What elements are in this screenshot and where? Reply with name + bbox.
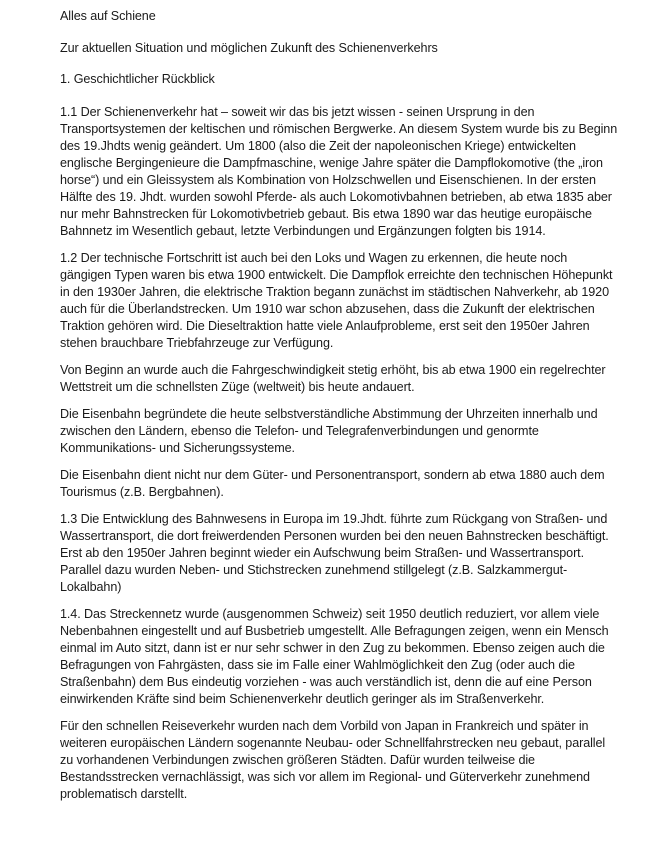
paragraph-time-sync: Die Eisenbahn begründete die heute selbstverständliche Abstimmung der Uhrzeiten innerhalb und zwischen den Ländern, ebenso die Telefon- und Telegrafenverbindungen und genormte Kommunikations- und Sicherungssysteme. — [60, 407, 598, 455]
paragraph-high-speed: Für den schnellen Reiseverkehr wurden nach dem Vorbild von Japan in Frankreich und später in weiteren europäischen Ländern sogenannte Neubau- oder Schnellfahrstrecken neu gebaut, parallel zu vorhandenen Verbindungen zwischen größeren Städten. Dafür wurden teilweise die Bestandsstrecken vernachlässigt, was sich vor allem im Regional- und Güterverkehr zunehmend problematisch darstellt. — [60, 719, 606, 801]
section-heading: 1. Geschichtlicher Rückblick — [60, 72, 215, 86]
document-subtitle: Zur aktuellen Situation und möglichen Zukunft des Schienenverkehrs — [60, 41, 438, 55]
paragraph-1-3: 1.3 Die Entwicklung des Bahnwesens in Europa im 19.Jhdt. führte zum Rückgang von Straßen- und Wassertransport, die dort freiwerdenden Personen wurden bei den neuen Bahnstrecken beschäftigt. Erst ab den 1950er Jahren beginnt wieder ein Aufschwung beim Straßen- und Wassertransport. Parallel dazu wurden Neben- und Stichstrecken zunehmend stillgelegt (z.B. Salzkammergut-Lokalbahn) — [60, 512, 609, 594]
paragraph-1-2: 1.2 Der technische Fortschritt ist auch bei den Loks und Wagen zu erkennen, die heute noch gängigen Typen waren bis etwa 1900 entwickelt. Die Dampflok erreichte den technischen Höhepunkt in den 1930er Jahren, die elektrische Traktion begann zunächst im städtischen Nahverkehr, ab 1920 auch für die Überlandstrecken. Um 1910 war schon abzusehen, dass die Zukunft der elektrischen Traktion gehören wird. Die Dieseltraktion hatte viele Anlaufprobleme, erst seit den 1950er Jahren stehen brauchbare Triebfahrzeuge zur Verfügung. — [60, 251, 613, 350]
paragraph-1-4: 1.4. Das Streckennetz wurde (ausgenommen Schweiz) seit 1950 deutlich reduziert, vor allem viele Nebenbahnen eingestellt und auf Busbetrieb umgestellt. Alle Befragungen zeigen, wenn ein Mensch einmal im Auto sitzt, dann ist er nur sehr schwer in den Zug zu bekommen. Ebenso zeigen auch die Befragungen von Fahrgästen, dass sie im Falle einer Wahlmöglichkeit den Zug (oder auch die Straßenbahn) dem Bus eindeutig vorziehen - was auch verständlich ist, denn die auf eine Person einwirkenden Kräfte sind beim Schienenverkehr deutlich geringer als im Straßenverkehr. — [60, 607, 609, 706]
document-page — [60, 8, 620, 813]
paragraph-tourism: Die Eisenbahn dient nicht nur dem Güter- und Personentransport, sondern ab etwa 1880 auch dem Tourismus (z.B. Bergbahnen). — [60, 468, 605, 499]
document-title: Alles auf Schiene — [60, 9, 156, 23]
paragraph-1-1: 1.1 Der Schienenverkehr hat – soweit wir das bis jetzt wissen - seinen Ursprung in den Transportsystemen der keltischen und römischen Bergwerke. An diesem System wurde bis zu Beginn des 19.Jhdts wenig geändert. Um 1800 (also die Zeit der napoleonischen Kriege) entwickelten englische Bergingenieure die Dampfmaschine, wenige Jahre später die Dampflokomotive (the „iron horse“) und ein Gleissystem als Kombination von Holzschwellen und Eisenschienen. In der ersten Hälfte des 19. Jhdt. wurden sowohl Pferde- als auch Lokomotivbahnen betrieben, ab etwa 1835 aber nur mehr Bahnstrecken für Lokomotivbetrieb gebaut. Bis etwa 1890 war das heutige europäische Bahnnetz im Wesentlich gebaut, letzte Verbindungen und Ergänzungen folgten bis 1914. — [60, 105, 618, 238]
paragraph-speed: Von Beginn an wurde auch die Fahrgeschwindigkeit stetig erhöht, bis ab etwa 1900 ein regelrechter Wettstreit um die schnellsten Züge (weltweit) bis heute andauert. — [60, 363, 606, 394]
